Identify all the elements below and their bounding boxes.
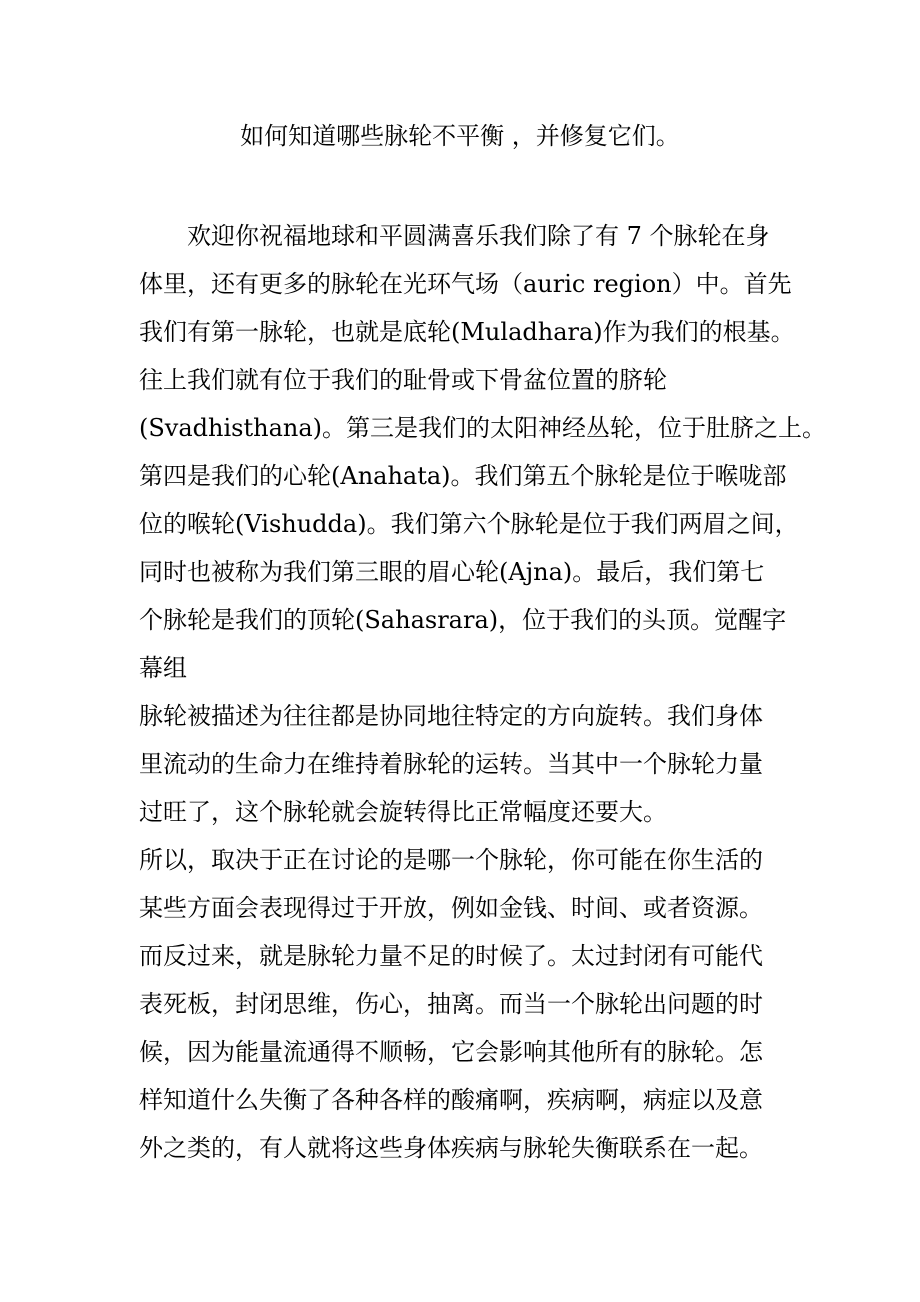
body-line: 脉轮被描述为往往都是协同地往特定的方向旋转。我们身体 (139, 702, 763, 730)
body-line: 而反过来，就是脉轮力量不足的时候了。太过封闭有可能代 (139, 942, 763, 970)
body-line: (Svadhisthana)。第三是我们的太阳神经丛轮，位于肚脐之上。 (139, 414, 827, 442)
body-line: 体里，还有更多的脉轮在光环气场（auric region）中。首先 (139, 270, 792, 298)
body-line: 某些方面会表现得过于开放，例如金钱、时间、或者资源。 (139, 894, 763, 922)
body-line: 表死板，封闭思维，伤心，抽离。而当一个脉轮出问题的时 (139, 990, 763, 1018)
body-line: 幕组 (139, 654, 187, 682)
body-line: 样知道什么失衡了各种各样的酸痛啊，疾病啊，病症以及意 (139, 1086, 763, 1114)
body-line: 欢迎你祝福地球和平圆满喜乐我们除了有 7 个脉轮在身 (139, 222, 770, 250)
body-line: 过旺了，这个脉轮就会旋转得比正常幅度还要大。 (139, 798, 667, 826)
body-line: 个脉轮是我们的顶轮(Sahasrara)，位于我们的头顶。觉醒字 (139, 606, 787, 634)
body-line: 往上我们就有位于我们的耻骨或下骨盆位置的脐轮 (139, 366, 667, 394)
document-title: 如何知道哪些脉轮不平衡 ，并修复它们。 (240, 122, 680, 150)
body-line: 位的喉轮(Vishudda)。我们第六个脉轮是位于我们两眉之间， (139, 510, 799, 538)
body-line: 第四是我们的心轮(Anahata)。我们第五个脉轮是位于喉咙部 (139, 462, 787, 490)
body-line: 同时也被称为我们第三眼的眉心轮(Ajna)。最后，我们第七 (139, 558, 765, 586)
body-line: 我们有第一脉轮，也就是底轮(Muladhara)作为我们的根基。 (139, 318, 795, 346)
body-line: 候，因为能量流通得不顺畅，它会影响其他所有的脉轮。怎 (139, 1038, 763, 1066)
document-body (139, 212, 827, 1172)
body-line: 所以，取决于正在讨论的是哪一个脉轮，你可能在你生活的 (139, 846, 763, 874)
body-line: 里流动的生命力在维持着脉轮的运转。当其中一个脉轮力量 (139, 750, 763, 778)
body-line: 外之类的，有人就将这些身体疾病与脉轮失衡联系在一起。 (139, 1134, 763, 1162)
